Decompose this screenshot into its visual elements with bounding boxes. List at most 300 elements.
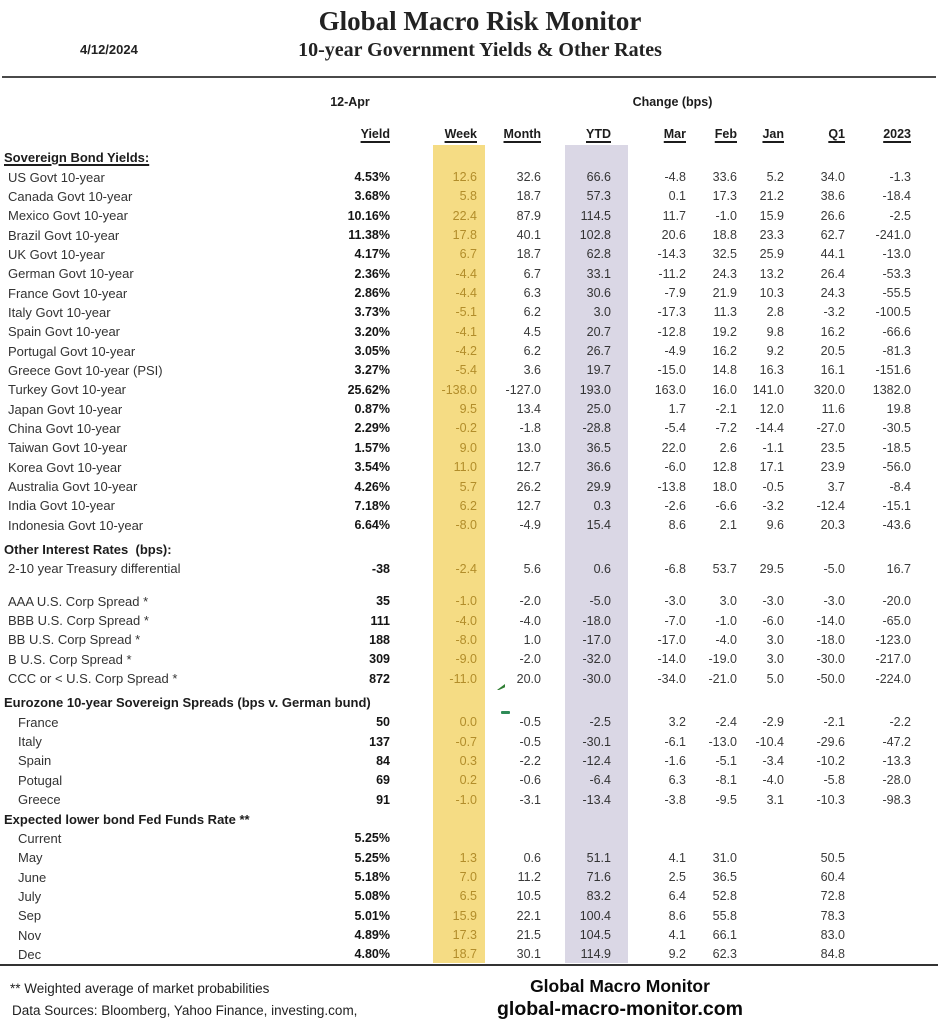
section-header-row [0, 809, 938, 828]
row-label: Japan Govt 10-year [8, 401, 123, 417]
cell-y2023: 19.8 [886, 402, 911, 417]
cell-feb: 53.7 [712, 561, 737, 576]
row-label: Sep [18, 908, 42, 924]
table-row [0, 751, 938, 770]
cell-month: 1.0 [523, 632, 541, 647]
cell-jan: -2.9 [762, 715, 784, 730]
cell-ytd: -6.4 [589, 773, 611, 788]
cell-q1: 26.6 [820, 208, 845, 223]
cell-yield: 50 [376, 715, 390, 730]
cell-month: 22.1 [516, 908, 541, 923]
cell-feb: -7.2 [715, 421, 737, 436]
cell-mar: 0.1 [668, 189, 686, 204]
cell-mar: -6.0 [664, 460, 686, 475]
cell-feb: -21.0 [708, 671, 737, 686]
table-row [0, 361, 938, 380]
row-label: China Govt 10-year [8, 420, 121, 436]
row-label: BB U.S. Corp Spread * [8, 632, 141, 648]
cell-yield: 84 [376, 753, 390, 768]
cell-yield: 137 [369, 734, 390, 749]
cell-week: 9.5 [459, 402, 477, 417]
cell-jan: -3.0 [762, 594, 784, 609]
cell-feb: 36.5 [712, 870, 737, 885]
cell-month: 12.7 [516, 498, 541, 513]
cell-week: -2.4 [455, 561, 477, 576]
cell-yield: 10.16% [347, 208, 390, 223]
cell-mar: 8.6 [668, 908, 686, 923]
cell-feb: -9.5 [715, 792, 737, 807]
row-label: Canada Govt 10-year [8, 188, 133, 204]
table-row [0, 630, 938, 649]
header-divider [2, 76, 936, 78]
cell-month: 21.5 [516, 928, 541, 943]
cell-jan: 13.2 [759, 266, 784, 281]
table-row [0, 848, 938, 867]
cell-feb: -13.0 [708, 734, 737, 749]
table-row [0, 167, 938, 186]
cell-mar: -4.8 [664, 170, 686, 185]
cell-feb: -4.0 [715, 632, 737, 647]
cell-month: -2.0 [519, 652, 541, 667]
cell-mar: 1.7 [668, 402, 686, 417]
cell-q1: -29.6 [816, 734, 845, 749]
cell-week: 6.2 [459, 498, 477, 513]
cell-jan: -4.0 [762, 773, 784, 788]
cell-ytd: -32.0 [582, 652, 611, 667]
cell-yield: 4.89% [354, 928, 390, 943]
cell-yield: 3.68% [354, 189, 390, 204]
table-row [0, 771, 938, 790]
cell-mar: -7.0 [664, 613, 686, 628]
cell-feb: 17.3 [712, 189, 737, 204]
cell-y2023: -55.5 [882, 286, 911, 301]
col-header-q1: Q1 [828, 126, 845, 141]
cell-mar: -11.2 [658, 266, 686, 281]
cell-q1: 62.7 [820, 228, 845, 243]
cell-mar: 22.0 [661, 440, 686, 455]
cell-y2023: -241.0 [875, 228, 911, 243]
cell-feb: 3.0 [719, 594, 737, 609]
row-label: Italy [18, 734, 42, 750]
cell-week: 18.7 [452, 947, 477, 962]
col-header-2023: 2023 [883, 126, 911, 141]
cell-jan: 10.3 [759, 286, 784, 301]
section-header: Other Interest Rates (bps): [4, 542, 172, 558]
cell-week: 15.9 [452, 908, 477, 923]
cell-ytd: 33.1 [586, 266, 611, 281]
cell-month: 3.6 [523, 363, 541, 378]
cell-month: -0.6 [519, 773, 541, 788]
cell-yield: 6.64% [354, 518, 390, 533]
table-row [0, 713, 938, 732]
cell-y2023: -13.0 [882, 247, 911, 262]
col-header-yield: Yield [360, 126, 390, 141]
row-label: Potugal [18, 772, 63, 788]
row-label: AAA U.S. Corp Spread * [8, 593, 149, 609]
cell-month: 12.7 [516, 460, 541, 475]
cell-q1: 320.0 [813, 382, 845, 397]
cell-q1: 11.6 [821, 402, 845, 417]
cell-jan: -3.4 [762, 753, 784, 768]
cell-q1: -3.2 [823, 305, 845, 320]
cell-ytd: 29.9 [586, 479, 611, 494]
cell-q1: 24.3 [820, 286, 845, 301]
cell-feb: 31.0 [712, 850, 737, 865]
cell-mar: 9.2 [668, 947, 686, 962]
report-date: 4/12/2024 [80, 42, 138, 57]
cell-week: 7.0 [459, 870, 477, 885]
cell-ytd: 71.6 [586, 870, 611, 885]
cell-feb: 11.3 [713, 305, 737, 320]
cell-mar: -14.0 [657, 652, 686, 667]
cell-yield: 5.25% [354, 850, 390, 865]
cell-week: 17.8 [452, 228, 477, 243]
cell-month: -0.5 [519, 715, 541, 730]
cell-feb: 32.5 [712, 247, 737, 262]
cell-month: 32.6 [516, 170, 541, 185]
table-row [0, 399, 938, 418]
cell-month: 11.2 [517, 870, 541, 885]
cell-month: -2.2 [519, 753, 541, 768]
table-row [0, 419, 938, 438]
cell-y2023: -65.0 [882, 613, 911, 628]
cell-month: -4.9 [519, 518, 541, 533]
cell-q1: 34.0 [820, 170, 845, 185]
cell-y2023: -56.0 [882, 460, 911, 475]
cell-mar: -34.0 [657, 671, 686, 686]
change-group-label: Change (bps) [632, 95, 713, 109]
cell-jan: -3.2 [762, 498, 784, 513]
table-row [0, 669, 938, 688]
cell-ytd: 15.4 [586, 518, 611, 533]
cell-feb: 18.0 [712, 479, 737, 494]
cell-feb: 12.8 [712, 460, 737, 475]
cell-jan: 9.8 [766, 324, 784, 339]
cell-ytd: -28.8 [582, 421, 611, 436]
cell-ytd: -18.0 [582, 613, 611, 628]
section-header-row [0, 148, 938, 167]
cell-week: -138.0 [441, 382, 477, 397]
cell-y2023: -1.3 [889, 170, 911, 185]
cell-ytd: 30.6 [586, 286, 611, 301]
table-row [0, 341, 938, 360]
cell-ytd: 36.6 [586, 460, 611, 475]
cell-y2023: -47.2 [882, 734, 911, 749]
cell-month: 10.5 [516, 889, 541, 904]
cell-feb: -2.1 [715, 402, 737, 417]
row-label: Greece Govt 10-year (PSI) [8, 362, 163, 378]
cell-yield: 11.38% [348, 228, 390, 243]
cell-week: -8.0 [455, 632, 477, 647]
cell-month: -2.0 [519, 594, 541, 609]
cell-ytd: -17.0 [582, 632, 611, 647]
footer-divider [0, 964, 938, 966]
row-label: Italy Govt 10-year [8, 304, 111, 320]
cell-ytd: 57.3 [586, 189, 611, 204]
cell-mar: -15.0 [657, 363, 686, 378]
cell-mar: -3.8 [664, 792, 686, 807]
cell-q1: -14.0 [816, 613, 845, 628]
cell-yield: 25.62% [347, 382, 390, 397]
cell-week: -1.0 [455, 792, 477, 807]
cell-y2023: -100.5 [875, 305, 911, 320]
cell-mar: -17.0 [657, 632, 686, 647]
cell-ytd: -5.0 [589, 594, 611, 609]
brand-block [440, 976, 800, 1021]
cell-ytd: -30.1 [582, 734, 611, 749]
cell-q1: 44.1 [820, 247, 845, 262]
page-title: Global Macro Risk Monitor [318, 6, 642, 36]
cell-month: 18.7 [516, 189, 541, 204]
cell-q1: 60.4 [820, 870, 845, 885]
cell-q1: -5.8 [823, 773, 845, 788]
row-label: 2-10 year Treasury differential [8, 561, 181, 577]
cell-month: 18.7 [516, 247, 541, 262]
cell-q1: 72.8 [820, 889, 845, 904]
cell-yield: 4.26% [354, 479, 390, 494]
cell-q1: 16.2 [820, 324, 845, 339]
cell-month: 0.6 [523, 850, 541, 865]
cell-ytd: -13.4 [582, 792, 611, 807]
cell-yield: 2.29% [354, 421, 390, 436]
cell-ytd: -30.0 [582, 671, 611, 686]
cell-jan: -1.1 [762, 440, 784, 455]
cell-y2023: -217.0 [875, 652, 911, 667]
cell-feb: -6.6 [715, 498, 737, 513]
row-label: Taiwan Govt 10-year [8, 440, 128, 456]
footnote-data-sources: Data Sources: Bloomberg, Yahoo Finance, investing.com, [12, 1003, 358, 1018]
cell-mar: -6.1 [664, 734, 686, 749]
cell-ytd: 51.1 [586, 850, 611, 865]
cell-ytd: 36.5 [586, 440, 611, 455]
cell-mar: 4.1 [668, 928, 686, 943]
cell-jan: 23.3 [759, 228, 784, 243]
brand-url: global-macro-monitor.com [497, 998, 743, 1020]
cell-week: -0.2 [455, 421, 477, 436]
cell-feb: -1.0 [715, 613, 737, 628]
cell-y2023: -13.3 [882, 753, 911, 768]
cell-feb: 62.3 [712, 947, 737, 962]
cell-month: -4.0 [519, 613, 541, 628]
cell-feb: 55.8 [712, 908, 737, 923]
cell-month: 6.7 [523, 266, 541, 281]
cell-yield: 5.01% [354, 908, 390, 923]
title-block [100, 6, 860, 62]
table-row [0, 187, 938, 206]
cell-q1: 23.5 [820, 440, 845, 455]
cell-week: -0.7 [455, 734, 477, 749]
cell-jan: -14.4 [755, 421, 784, 436]
table-row [0, 516, 938, 535]
page-subtitle: 10-year Government Yields & Other Rates [298, 39, 662, 61]
cell-mar: -6.8 [664, 561, 686, 576]
table-row [0, 264, 938, 283]
row-label: Current [18, 830, 62, 846]
cell-q1: 84.8 [820, 947, 845, 962]
cell-mar: -5.4 [664, 421, 686, 436]
cell-q1: -3.0 [823, 594, 845, 609]
table-row [0, 496, 938, 515]
table-row [0, 458, 938, 477]
section-header: Expected lower bond Fed Funds Rate ** [4, 811, 250, 827]
cell-y2023: -18.5 [882, 440, 911, 455]
cell-mar: -1.6 [664, 753, 686, 768]
cell-y2023: -15.1 [882, 498, 911, 513]
cell-yield: 4.80% [354, 947, 390, 962]
cell-yield: 2.36% [354, 266, 390, 281]
cell-y2023: -66.6 [882, 324, 911, 339]
cell-week: 9.0 [459, 440, 477, 455]
cell-q1: 20.5 [820, 344, 845, 359]
cell-q1: 83.0 [820, 928, 845, 943]
cell-yield: 3.27% [354, 363, 390, 378]
cell-jan: 9.6 [766, 518, 784, 533]
cell-ytd: 104.5 [579, 928, 611, 943]
cell-q1: 23.9 [820, 460, 845, 475]
row-label: Dec [18, 946, 42, 962]
table-row [0, 245, 938, 264]
cell-q1: -27.0 [816, 421, 845, 436]
cell-week: 0.0 [459, 715, 477, 730]
col-header-month: Month [503, 126, 541, 141]
cell-week: 0.2 [459, 773, 477, 788]
table-row [0, 592, 938, 611]
cell-feb: 21.9 [712, 286, 737, 301]
cell-q1: -50.0 [816, 671, 845, 686]
cell-q1: -10.3 [816, 792, 845, 807]
cell-feb: 16.2 [712, 344, 737, 359]
cell-week: 6.7 [459, 247, 477, 262]
table-body [0, 148, 938, 964]
cell-mar: -4.9 [664, 344, 686, 359]
cell-week: -9.0 [455, 652, 477, 667]
cell-feb: 24.3 [712, 266, 737, 281]
cell-mar: 6.4 [668, 889, 686, 904]
cell-yield: 4.53% [354, 170, 390, 185]
cell-yield: 4.17% [354, 247, 390, 262]
cell-month: 20.0 [516, 671, 541, 686]
cell-week: 5.7 [459, 479, 477, 494]
cell-y2023: -43.6 [882, 518, 911, 533]
cell-yield: -38 [371, 561, 390, 576]
cell-jan: -6.0 [762, 613, 784, 628]
table-row [0, 732, 938, 751]
cell-yield: 188 [369, 632, 390, 647]
cell-q1: -30.0 [816, 652, 845, 667]
cell-feb: 2.1 [719, 518, 737, 533]
table-row [0, 206, 938, 225]
row-label: Indonesia Govt 10-year [8, 517, 144, 533]
cell-q1: 78.3 [820, 908, 845, 923]
cell-yield: 91 [376, 792, 390, 807]
cell-ytd: 0.3 [593, 498, 611, 513]
cell-yield: 3.73% [354, 305, 390, 320]
row-label: CCC or < U.S. Corp Spread * [8, 671, 178, 687]
cell-week: 12.6 [452, 170, 477, 185]
row-label: Portugal Govt 10-year [8, 343, 136, 359]
cell-yield: 3.54% [354, 460, 390, 475]
cell-jan: 9.2 [766, 344, 784, 359]
cell-jan: 12.0 [759, 402, 784, 417]
table-row [0, 925, 938, 944]
cell-q1: 50.5 [820, 850, 845, 865]
cell-week: -5.1 [455, 305, 477, 320]
row-label: July [18, 888, 42, 904]
cell-q1: -12.4 [816, 498, 845, 513]
cell-ytd: 66.6 [586, 170, 611, 185]
cell-ytd: 102.8 [579, 228, 611, 243]
cell-mar: 6.3 [668, 773, 686, 788]
cell-month: 87.9 [516, 208, 541, 223]
table-row [0, 225, 938, 244]
row-label: France Govt 10-year [8, 285, 128, 301]
cell-y2023: -2.5 [889, 208, 911, 223]
table-row [0, 887, 938, 906]
cell-feb: -8.1 [715, 773, 737, 788]
cell-week: 5.8 [459, 189, 477, 204]
cell-ytd: 114.9 [580, 947, 611, 962]
cell-week: -4.1 [455, 324, 477, 339]
col-header-ytd: YTD [586, 126, 611, 141]
cell-ytd: 3.0 [593, 305, 611, 320]
table-row [0, 945, 938, 964]
cell-month: 30.1 [516, 947, 541, 962]
cell-ytd: 114.5 [580, 208, 611, 223]
section-gap [0, 579, 938, 592]
table-row [0, 611, 938, 630]
cell-week: -4.4 [455, 266, 477, 281]
cell-y2023: -81.3 [882, 344, 911, 359]
cell-jan: 3.0 [766, 632, 784, 647]
cell-week: -8.0 [455, 518, 477, 533]
cell-feb: -1.0 [715, 208, 737, 223]
table-row [0, 790, 938, 809]
section-header-row [0, 693, 938, 712]
cell-week: -1.0 [455, 594, 477, 609]
col-header-jan: Jan [762, 126, 784, 141]
cell-ytd: 100.4 [579, 908, 611, 923]
table-row [0, 322, 938, 341]
cell-feb: 19.2 [712, 324, 737, 339]
cell-q1: -5.0 [823, 561, 845, 576]
cell-week: 0.3 [459, 753, 477, 768]
row-label: Spain [18, 753, 52, 769]
cell-jan: 5.0 [766, 671, 784, 686]
section-header-row [0, 540, 938, 559]
cell-y2023: -18.4 [882, 189, 911, 204]
cell-q1: -10.2 [816, 753, 845, 768]
cell-y2023: -8.4 [889, 479, 911, 494]
cell-q1: 26.4 [820, 266, 845, 281]
cell-q1: 3.7 [827, 479, 845, 494]
cell-mar: -17.3 [657, 305, 686, 320]
row-label: Nov [18, 927, 42, 943]
cell-week: -4.2 [455, 344, 477, 359]
cell-jan: 141.0 [752, 382, 784, 397]
column-header-row [0, 124, 938, 143]
row-label: US Govt 10-year [8, 169, 105, 185]
cell-month: 5.6 [523, 561, 541, 576]
cell-mar: 20.6 [661, 228, 686, 243]
cell-jan: -10.4 [755, 734, 784, 749]
cell-ytd: 0.6 [593, 561, 611, 576]
cell-mar: -2.6 [664, 498, 686, 513]
cell-yield: 5.18% [354, 870, 390, 885]
cell-yield: 7.18% [354, 498, 390, 513]
cell-month: 26.2 [516, 479, 541, 494]
cell-y2023: -28.0 [882, 773, 911, 788]
cell-month: -0.5 [519, 734, 541, 749]
